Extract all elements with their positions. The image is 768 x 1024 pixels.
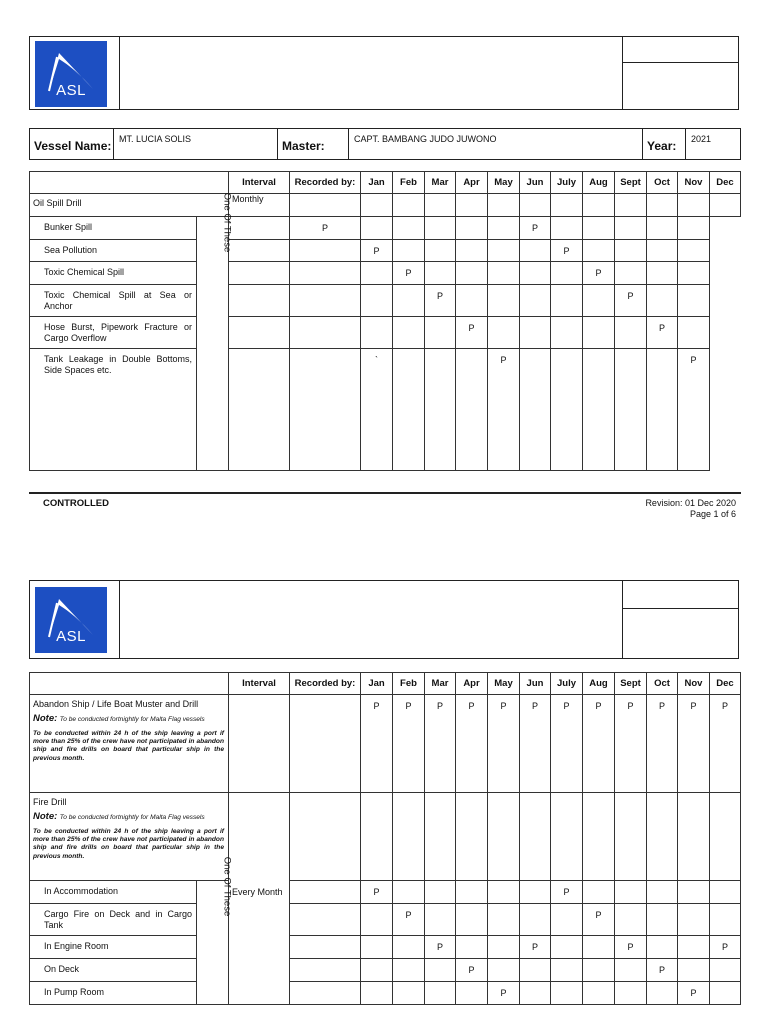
asl-logo [35, 587, 107, 653]
mark-oct[interactable] [615, 217, 647, 240]
recorded-by-cell[interactable] [290, 959, 361, 982]
one-of-these-label [197, 856, 233, 1005]
revision-info [645, 498, 736, 520]
drill-item-label: Toxic Chemical Spill [30, 262, 197, 285]
one-of-these-label [197, 192, 233, 471]
section-title: Fire Drill [33, 797, 67, 807]
mark-aug[interactable] [583, 881, 615, 904]
drill-item-label: Sea Pollution [30, 240, 197, 262]
mark-jan[interactable] [361, 936, 393, 959]
table-row [30, 936, 741, 959]
mark-feb[interactable]: P [361, 240, 393, 262]
mark-dec[interactable] [678, 285, 710, 317]
mark-oct[interactable] [647, 881, 678, 904]
mark-may[interactable] [488, 959, 520, 982]
rotated-text: One Of These [221, 856, 233, 917]
mark-oct[interactable] [615, 349, 647, 471]
mark-aug[interactable] [551, 217, 583, 240]
mark-mar[interactable] [425, 904, 456, 936]
drill-item-label: In Pump Room [30, 982, 197, 1005]
drill-item-label: Tank Leakage in Double Bottoms, Side Spaces etc. [30, 349, 197, 471]
interval-cell: Monthly [229, 194, 290, 217]
mark-apr[interactable] [425, 262, 456, 285]
month-header-jun: Jun [520, 172, 551, 194]
mark-nov[interactable] [647, 285, 678, 317]
mark-jun[interactable] [520, 959, 551, 982]
vessel-info-bar [29, 128, 741, 160]
mark-sept[interactable]: P [615, 695, 647, 793]
page-number: Page 1 of 6 [689, 509, 736, 519]
recorded-by-cell[interactable] [229, 349, 290, 471]
mark-jun[interactable] [520, 793, 551, 881]
mark-oct[interactable] [647, 904, 678, 936]
mark-sept[interactable] [615, 959, 647, 982]
mark-dec[interactable] [678, 240, 710, 262]
mark-jan[interactable] [290, 240, 361, 262]
month-header-aug: Aug [583, 172, 615, 194]
mark-apr[interactable] [425, 317, 456, 349]
header-right-column [622, 37, 738, 109]
blank-header [30, 172, 229, 194]
mark-mar[interactable] [425, 959, 456, 982]
mark-dec[interactable] [710, 881, 741, 904]
interval-header: Interval [229, 673, 290, 695]
mark-feb[interactable]: P [393, 904, 425, 936]
mark-jan[interactable] [290, 349, 361, 471]
page1-header-box [29, 36, 739, 110]
mark-sept[interactable]: P [615, 936, 647, 959]
recorded-by-cell[interactable] [290, 695, 361, 793]
month-header-mar: Mar [425, 673, 456, 695]
controlled-label: CONTROLLED [43, 498, 109, 509]
logo-text: ASL [56, 628, 86, 645]
mark-july[interactable] [520, 262, 551, 285]
drill-item-label: Hose Burst, Pipework Fracture or Cargo Overflow [30, 317, 197, 349]
mark-oct[interactable] [647, 793, 678, 881]
month-header-feb: Feb [393, 172, 425, 194]
mark-may[interactable]: P [488, 695, 520, 793]
note-label: Note: [33, 713, 58, 724]
master-label: Master: [278, 129, 349, 159]
mark-sept[interactable] [583, 317, 615, 349]
mark-sept[interactable] [583, 285, 615, 317]
mark-jan[interactable] [290, 317, 361, 349]
footer-rule [29, 492, 741, 494]
mark-aug[interactable]: P [583, 695, 615, 793]
mark-july[interactable]: P [551, 881, 583, 904]
mark-dec[interactable] [678, 317, 710, 349]
logo-cell [30, 581, 120, 658]
mark-nov[interactable]: P [678, 695, 710, 793]
mark-dec[interactable] [710, 982, 741, 1005]
interval-cell [229, 695, 290, 793]
mark-sept[interactable] [615, 793, 647, 881]
mark-nov[interactable] [647, 240, 678, 262]
mark-may[interactable] [488, 904, 520, 936]
section-title: Abandon Ship / Life Boat Muster and Drill [33, 699, 199, 709]
mark-nov[interactable]: P [647, 317, 678, 349]
month-header-nov: Nov [678, 673, 710, 695]
mark-july[interactable]: P [551, 695, 583, 793]
mark-july[interactable] [551, 936, 583, 959]
note-text: To be conducted fortnightly for Malta Flag vessels [59, 716, 205, 723]
mark-feb[interactable]: ` [361, 349, 393, 471]
mark-nov[interactable] [647, 349, 678, 471]
month-header-apr: Apr [456, 172, 488, 194]
mark-may[interactable] [456, 285, 488, 317]
mark-sept[interactable] [615, 982, 647, 1005]
header-right-top [623, 37, 738, 63]
mark-mar[interactable] [393, 317, 425, 349]
mark-dec[interactable] [678, 262, 710, 285]
mark-may[interactable]: P [488, 982, 520, 1005]
mark-sept[interactable] [615, 881, 647, 904]
mark-apr[interactable] [425, 349, 456, 471]
month-header-aug: Aug [583, 673, 615, 695]
logo-text: ASL [56, 82, 86, 99]
mark-mar[interactable] [393, 349, 425, 471]
mark-mar[interactable] [425, 793, 456, 881]
mark-apr[interactable] [456, 793, 488, 881]
mark-aug[interactable] [551, 317, 583, 349]
mark-jun[interactable] [520, 982, 551, 1005]
table-row [30, 262, 741, 285]
mark-jun[interactable] [488, 240, 520, 262]
drill-item-label: Toxic Chemical Spill at Sea or Anchor [30, 285, 197, 317]
mark-oct[interactable]: P [647, 959, 678, 982]
asl-logo [35, 41, 107, 107]
mark-jun[interactable] [520, 904, 551, 936]
mark-mar[interactable] [425, 881, 456, 904]
mark-jun[interactable] [488, 317, 520, 349]
mark-may[interactable] [456, 262, 488, 285]
month-header-dec: Dec [710, 673, 741, 695]
section-title: Oil Spill Drill [30, 194, 229, 217]
table-row [30, 240, 741, 262]
vessel-name-value: MT. LUCIA SOLIS [114, 129, 278, 159]
drill-item-label: Bunker Spill [30, 217, 197, 240]
note-label: Note: [33, 811, 58, 822]
mark-oct[interactable] [615, 240, 647, 262]
mark-nov[interactable] [647, 262, 678, 285]
mark-sept[interactable] [583, 217, 615, 240]
revision-date: Revision: 01 Dec 2020 [645, 498, 736, 508]
mark-aug[interactable] [583, 959, 615, 982]
mark-jan[interactable] [361, 982, 393, 1005]
mark-nov[interactable] [678, 904, 710, 936]
mark-july[interactable]: P [520, 217, 551, 240]
mark-jun[interactable]: P [488, 349, 520, 471]
mark-apr[interactable] [456, 936, 488, 959]
mark-feb[interactable] [393, 793, 425, 881]
mark-sept[interactable] [583, 349, 615, 471]
mark-jun[interactable] [488, 217, 520, 240]
mark-jan[interactable]: P [361, 695, 393, 793]
mark-jan[interactable] [290, 285, 361, 317]
mark-feb[interactable] [361, 217, 393, 240]
fire-drill-section [30, 793, 229, 881]
section-row [30, 194, 741, 217]
mark-apr[interactable]: P [425, 285, 456, 317]
month-header-mar: Mar [425, 172, 456, 194]
mark-jun[interactable] [488, 285, 520, 317]
mark-feb[interactable] [393, 959, 425, 982]
vessel-name-label: Vessel Name: [30, 129, 114, 159]
month-header-apr: Apr [456, 673, 488, 695]
mark-sept[interactable] [615, 904, 647, 936]
mark-mar[interactable] [425, 982, 456, 1005]
mark-july[interactable] [551, 959, 583, 982]
mark-aug[interactable] [551, 262, 583, 285]
master-value: CAPT. BAMBANG JUDO JUWONO [349, 129, 643, 159]
mark-jan[interactable] [361, 793, 393, 881]
note-condition: To be conducted within 24 h of the ship leaving a port if more than 25% of the crew have not participated in abandon ship and fire drills on board that particular ship in the previous month. [33, 730, 224, 762]
recorded-by-header: Recorded by: [290, 673, 361, 695]
table-row [30, 349, 741, 471]
mark-nov[interactable] [678, 959, 710, 982]
mark-july[interactable] [551, 793, 583, 881]
page2-header-box [29, 580, 739, 659]
mark-feb[interactable]: P [393, 695, 425, 793]
mark-dec[interactable]: P [678, 349, 710, 471]
drill-item-label: In Engine Room [30, 936, 197, 959]
abandon-ship-row [30, 695, 741, 793]
mark-apr[interactable] [425, 217, 456, 240]
logo-cell [30, 37, 120, 109]
mark-nov[interactable] [678, 881, 710, 904]
note [33, 811, 224, 822]
mark-dec[interactable] [710, 904, 741, 936]
mark-nov[interactable]: P [678, 982, 710, 1005]
abandon-ship-section [30, 695, 229, 793]
mark-apr[interactable]: P [456, 959, 488, 982]
mark-jan[interactable] [361, 959, 393, 982]
mark-mar[interactable]: P [425, 936, 456, 959]
mark-apr[interactable] [456, 904, 488, 936]
recorded-by-cell[interactable] [229, 217, 290, 240]
mark-may[interactable] [456, 240, 488, 262]
mark-jun[interactable] [520, 881, 551, 904]
recorded-by-cell[interactable] [290, 881, 361, 904]
rotated-text: One Of These [221, 192, 233, 253]
recorded-by-cell[interactable] [290, 793, 361, 881]
mark-may[interactable] [456, 349, 488, 471]
mark-july[interactable] [551, 982, 583, 1005]
drill-item-label: In Accommodation [30, 881, 197, 904]
interval-cell: Every Month [229, 793, 290, 1005]
mark-apr[interactable] [425, 240, 456, 262]
drill-item-label: On Deck [30, 959, 197, 982]
table-row [30, 317, 741, 349]
mark-oct[interactable] [647, 936, 678, 959]
table-row [30, 217, 741, 240]
recorded-by-cell[interactable] [290, 904, 361, 936]
mark-may[interactable] [488, 881, 520, 904]
mark-nov[interactable] [678, 793, 710, 881]
table-row [30, 904, 741, 936]
mark-oct[interactable] [615, 262, 647, 285]
mark-dec[interactable]: P [710, 936, 741, 959]
month-header-sept: Sept [615, 172, 647, 194]
mark-mar[interactable] [393, 217, 425, 240]
drill-item-label: Cargo Fire on Deck and in Cargo Tank [30, 904, 197, 936]
month-header-may: May [488, 172, 520, 194]
month-header-july: July [551, 172, 583, 194]
mark-apr[interactable] [456, 881, 488, 904]
mark-mar[interactable] [393, 285, 425, 317]
mark-jun[interactable]: P [520, 695, 551, 793]
mark-feb[interactable] [393, 982, 425, 1005]
fire-drill-row [30, 793, 741, 881]
mark-nov[interactable] [647, 217, 678, 240]
mark-aug[interactable] [551, 285, 583, 317]
interval-header: Interval [229, 172, 290, 194]
mark-july[interactable] [520, 349, 551, 471]
recorded-by-cell[interactable] [290, 936, 361, 959]
month-header-oct: Oct [647, 673, 678, 695]
mark-jan[interactable] [361, 904, 393, 936]
mark-feb[interactable] [361, 285, 393, 317]
mark-aug[interactable] [583, 793, 615, 881]
note-text: To be conducted fortnightly for Malta Flag vessels [59, 814, 205, 821]
mark-apr[interactable]: P [456, 695, 488, 793]
mark-feb[interactable] [361, 262, 393, 285]
table-row [30, 285, 741, 317]
mark-dec[interactable]: P [710, 695, 741, 793]
note [33, 713, 224, 724]
month-header-dec: Dec [710, 172, 741, 194]
mark-jan[interactable]: P [361, 881, 393, 904]
mark-sept[interactable] [583, 240, 615, 262]
mark-feb[interactable] [393, 881, 425, 904]
year-value: 2021 [691, 134, 712, 144]
mark-may[interactable] [488, 793, 520, 881]
mark-may[interactable] [488, 936, 520, 959]
table-header-row [30, 673, 741, 695]
recorded-by-cell[interactable] [229, 240, 290, 262]
mark-mar[interactable]: P [425, 695, 456, 793]
year-label: Year: [643, 129, 686, 159]
month-header-jan: Jan [361, 673, 393, 695]
mark-july[interactable] [520, 285, 551, 317]
note-condition: To be conducted within 24 h of the ship leaving a port if more than 25% of the crew have not participated in abandon ship and fire drills on board that particular ship in the previous month. [33, 828, 224, 860]
recorded-by-cell[interactable] [229, 285, 290, 317]
mark-jan[interactable] [290, 262, 361, 285]
mark-jun[interactable] [488, 262, 520, 285]
recorded-by-cell[interactable] [290, 982, 361, 1005]
month-header-oct: Oct [647, 172, 678, 194]
header-right-top [623, 581, 738, 609]
mark-july[interactable] [551, 904, 583, 936]
month-header-sept: Sept [615, 673, 647, 695]
mark-may[interactable] [456, 217, 488, 240]
mark-aug[interactable] [551, 349, 583, 471]
table-row [30, 982, 741, 1005]
month-header-feb: Feb [393, 673, 425, 695]
abandon-fire-drill-table [29, 672, 741, 1005]
mark-mar[interactable] [393, 240, 425, 262]
mark-mar[interactable]: P [393, 262, 425, 285]
recorded-by-cell[interactable] [229, 317, 290, 349]
blank-header [30, 673, 229, 695]
mark-dec[interactable] [710, 793, 741, 881]
mark-aug[interactable] [583, 936, 615, 959]
mark-oct[interactable] [647, 982, 678, 1005]
mark-july[interactable] [520, 240, 551, 262]
header-right-column [622, 581, 738, 658]
month-header-may: May [488, 673, 520, 695]
mark-apr[interactable] [456, 982, 488, 1005]
mark-feb[interactable] [393, 936, 425, 959]
month-header-jan: Jan [361, 172, 393, 194]
month-header-nov: Nov [678, 172, 710, 194]
mark-feb[interactable] [361, 317, 393, 349]
mark-july[interactable] [520, 317, 551, 349]
table-header-row [30, 172, 741, 194]
mark-dec[interactable] [678, 217, 710, 240]
table-row [30, 959, 741, 982]
mark-jun[interactable]: P [520, 936, 551, 959]
recorded-by-header: Recorded by: [290, 172, 361, 194]
mark-dec[interactable] [710, 959, 741, 982]
mark-may[interactable]: P [456, 317, 488, 349]
month-header-jun: Jun [520, 673, 551, 695]
mark-oct[interactable]: P [647, 695, 678, 793]
recorded-by-cell[interactable] [229, 262, 290, 285]
month-header-july: July [551, 673, 583, 695]
mark-aug[interactable]: P [583, 904, 615, 936]
oil-spill-drill-table [29, 171, 741, 471]
mark-oct[interactable]: P [615, 285, 647, 317]
table-row [30, 881, 741, 904]
mark-nov[interactable] [678, 936, 710, 959]
mark-sept[interactable]: P [583, 262, 615, 285]
mark-oct[interactable] [615, 317, 647, 349]
mark-aug[interactable] [583, 982, 615, 1005]
mark-aug[interactable]: P [551, 240, 583, 262]
mark-jan[interactable]: P [290, 217, 361, 240]
